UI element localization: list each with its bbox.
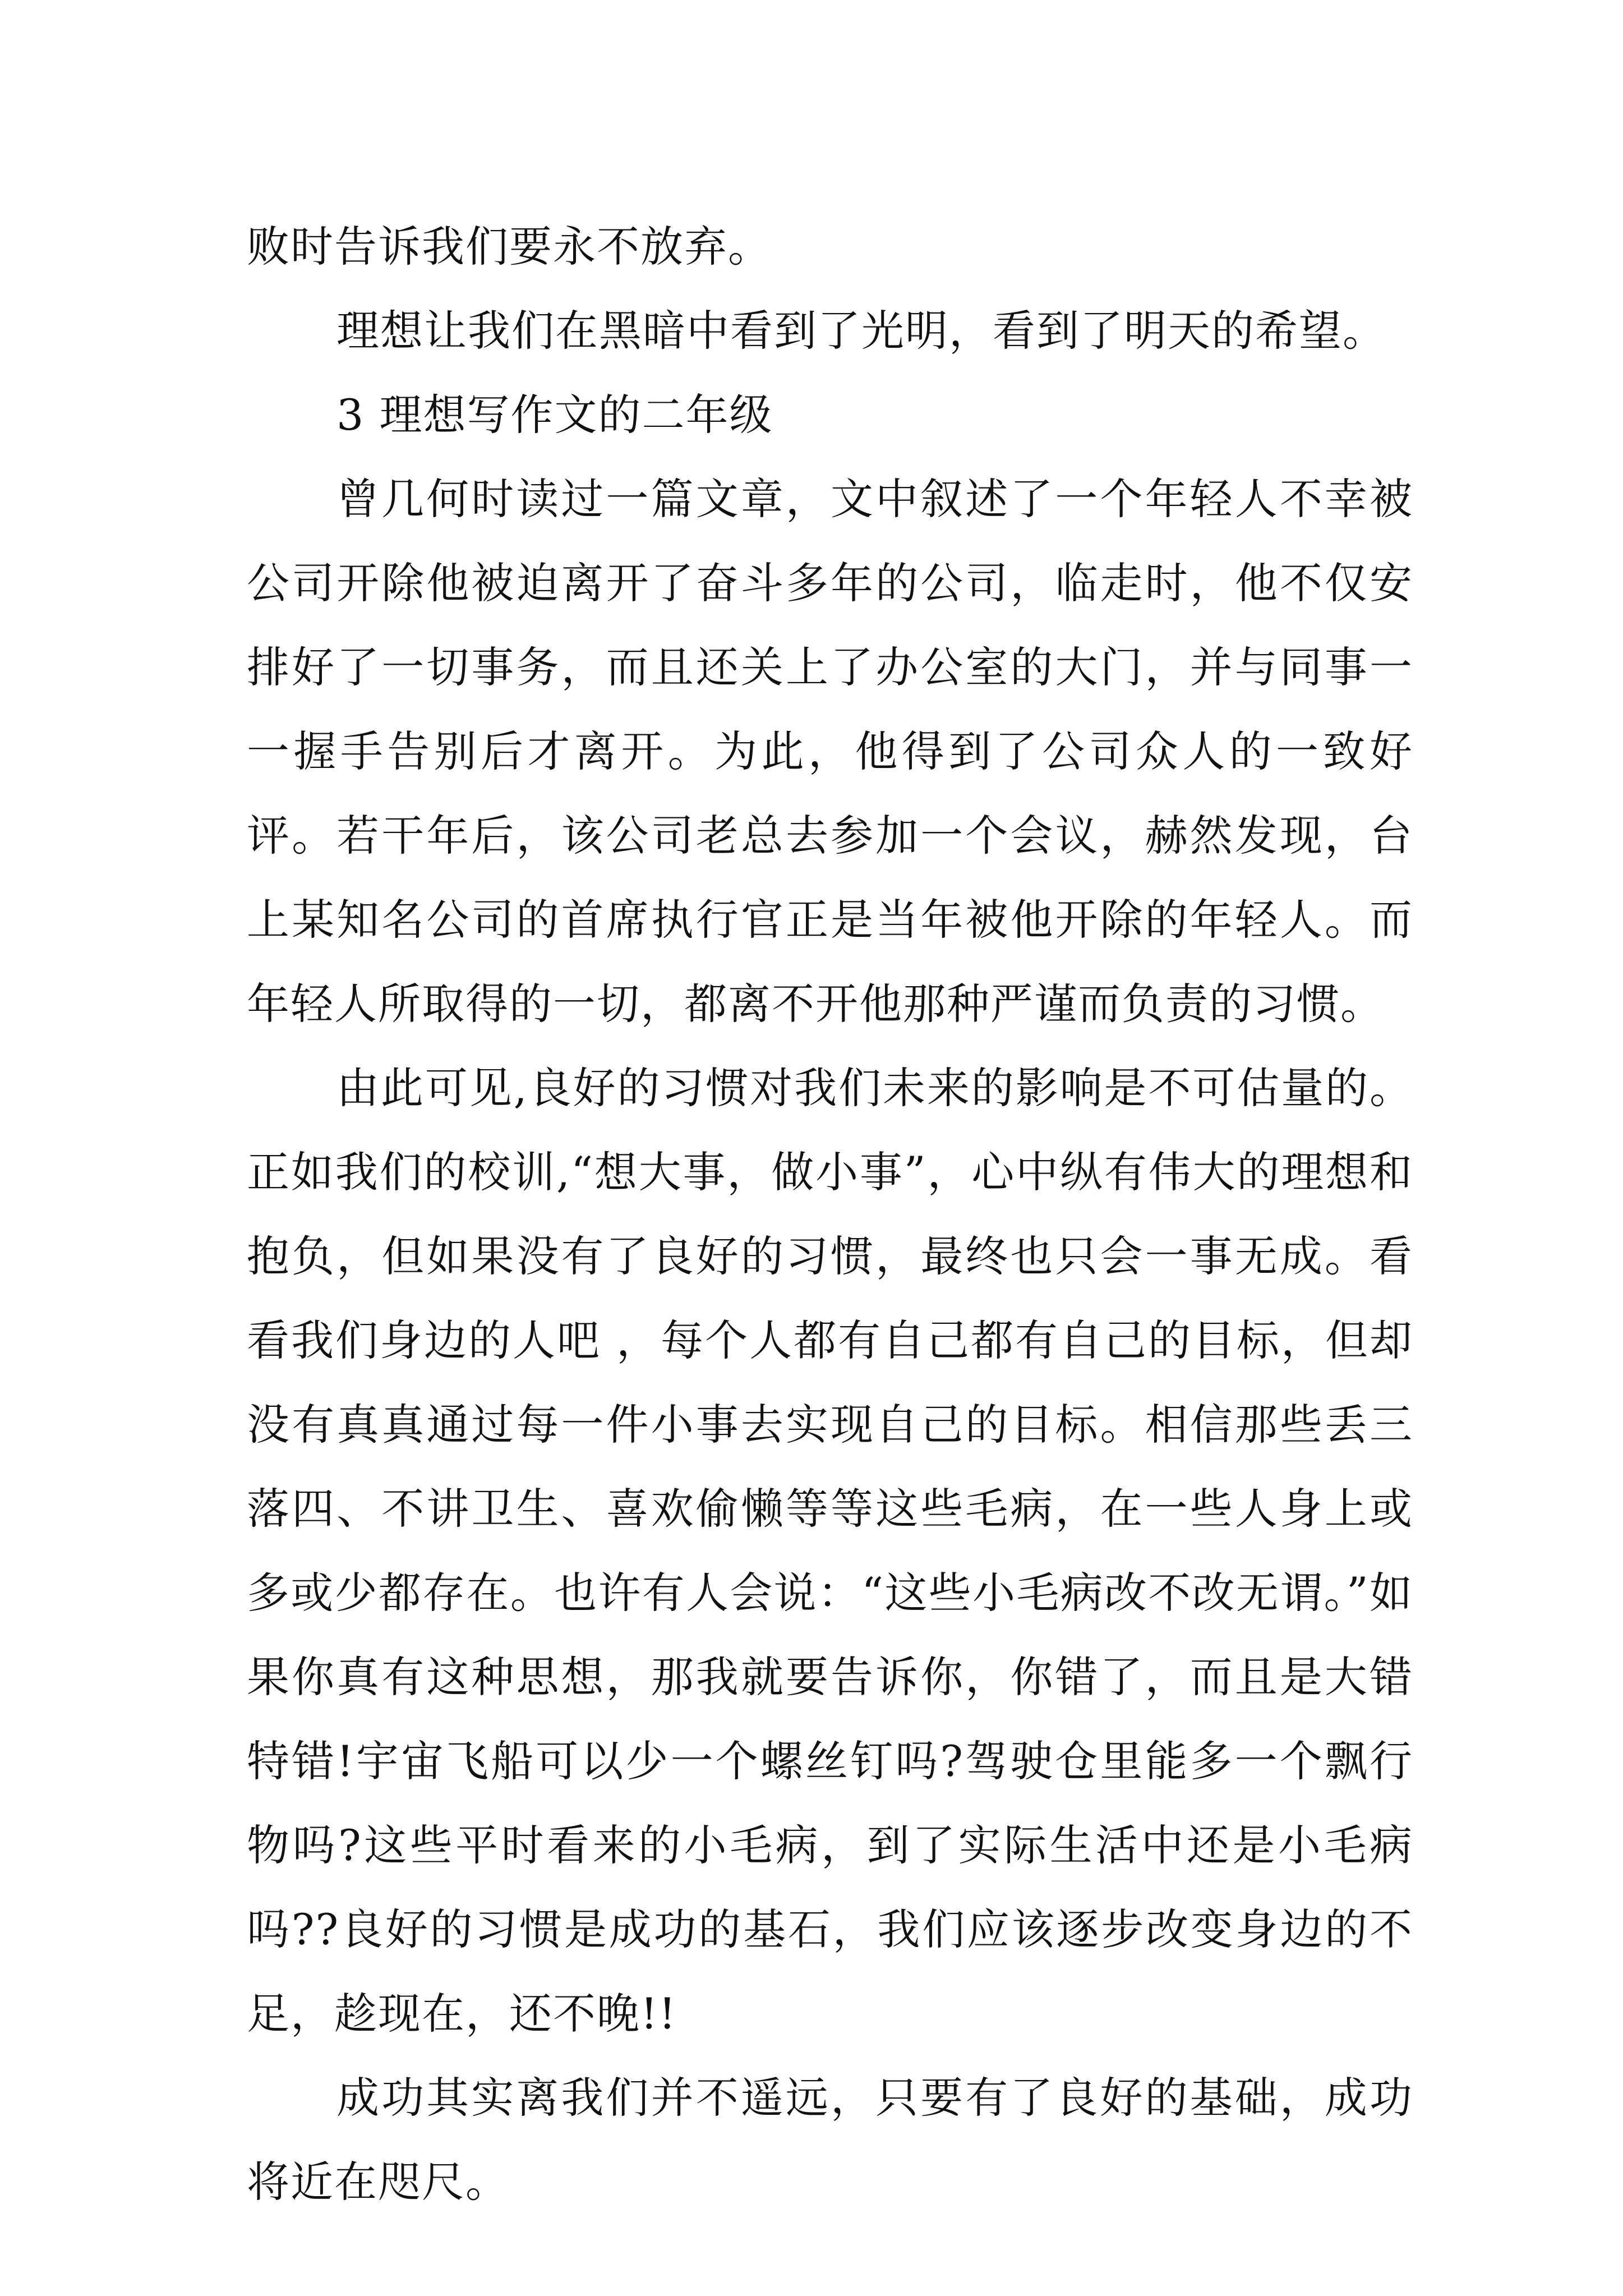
paragraph-ideal-light: 理想让我们在黑暗中看到了光明，看到了明天的希望。: [336, 306, 1386, 356]
paragraph-story: 曾几何时读过一篇文章，文中叙述了一个年轻人不幸被公司开除他被迫离开了奋斗多年的公司，临走时，他不仅安排好了一切事务，而且还关上了办公室的大门，并与同事一一握手告别后才离开。为此，他得到了公司众人的一致好评。若干年后，该公司老总去参加一个会议，赫然发现，台上某知名公司的首席执行官正是当年被他开除的年轻人。而年轻人所取得的一切，都离不开他那种严谨而负责的习惯。: [247, 474, 1413, 1029]
document-body: [247, 205, 1413, 2224]
paragraph-habits: 由此可见,良好的习惯对我们未来的影响是不可估量的。正如我们的校训,“想大事，做小事”，心中纵有伟大的理想和抱负，但如果没有了良好的习惯，最终也只会一事无成。看看我们身边的人吧 ，每个人都有自己都有自己的目标，但却没有真真通过每一件小事去实现自己的目标。相信那些丢三落四、不讲卫生、喜欢偷懒等等这些毛病，在一些人身上或多或少都存在。也许有人会说：“这些小毛病改不改无谓。”如果你真有这种思想，那我就要告诉你，你错了，而且是大错特错!宇宙飞船可以少一个螺丝钉吗?驾驶仓里能多一个飘行物吗?这些平时看来的小毛病，到了实际生活中还是小毛病吗??良好的习惯是成功的基石，我们应该逐步改变身边的不足，趁现在，还不晚!!: [247, 1063, 1413, 2039]
section-heading: 3 理想写作文的二年级: [336, 390, 773, 440]
paragraph-conclusion: 成功其实离我们并不遥远，只要有了良好的基础，成功将近在咫尺。: [247, 2073, 1413, 2207]
paragraph-continuation: 败时告诉我们要永不放弃。: [247, 222, 772, 272]
